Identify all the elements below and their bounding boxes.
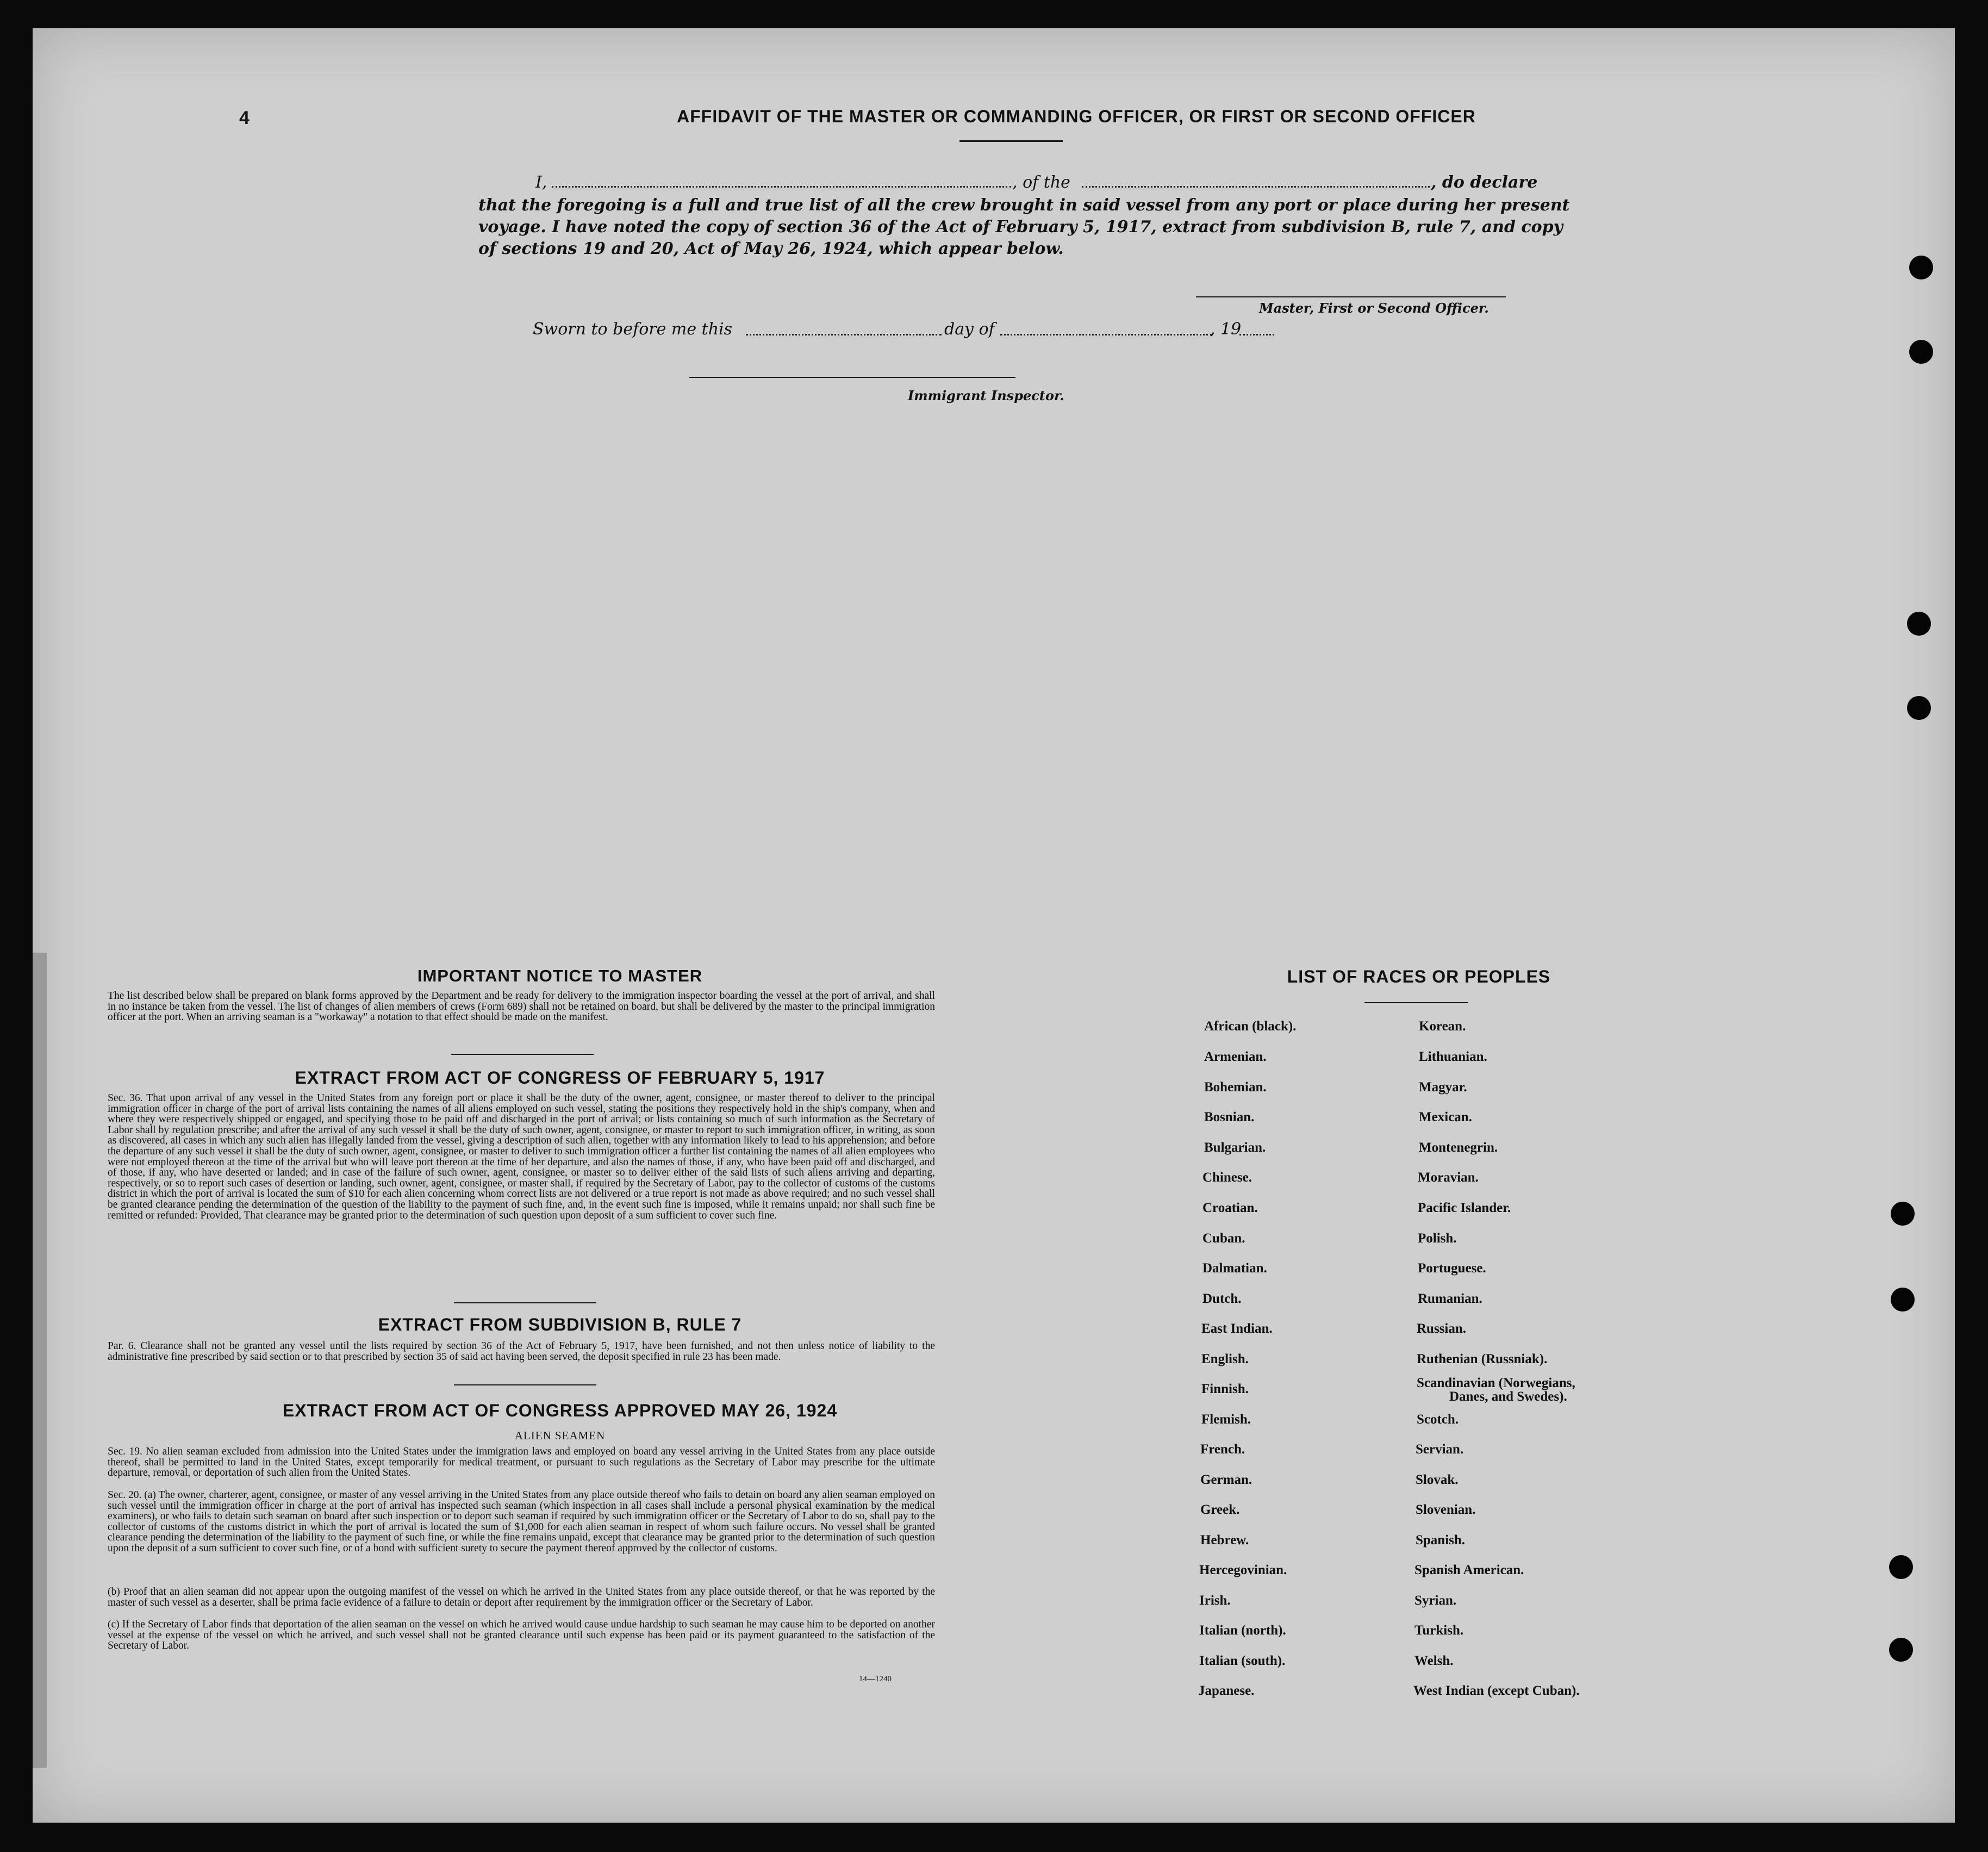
affidavit-of-the: , of the	[1012, 173, 1070, 192]
punch-hole	[1891, 1202, 1915, 1226]
extract-1924-title: EXTRACT FROM ACT OF CONGRESS APPROVED MAY 26, 1924	[282, 1401, 838, 1420]
inspector-signature-line[interactable]	[689, 377, 1015, 378]
race-left-item: Greek.	[1200, 1502, 1240, 1517]
race-right-item: Pacific Islander.	[1418, 1201, 1511, 1215]
extract-rule7-title: EXTRACT FROM SUBDIVISION B, RULE 7	[378, 1315, 742, 1334]
race-right-item: Turkish.	[1414, 1623, 1464, 1638]
race-right-item: Rumanian.	[1418, 1291, 1482, 1306]
punch-hole	[1907, 612, 1931, 636]
form-number: 14—1240	[859, 1675, 892, 1683]
race-right-item: Welsh.	[1414, 1654, 1454, 1668]
notice-title: IMPORTANT NOTICE TO MASTER	[417, 966, 703, 985]
race-left-item: Flemish.	[1201, 1412, 1251, 1427]
race-right-item: Lithuanian.	[1419, 1049, 1487, 1064]
race-right-item: Slovak.	[1416, 1472, 1459, 1487]
race-left-item: Dutch.	[1202, 1291, 1242, 1306]
race-left-item: Bohemian.	[1204, 1080, 1267, 1095]
name-blank[interactable]	[552, 186, 1011, 188]
races-title-rule	[1364, 1002, 1468, 1003]
notice-divider	[451, 1054, 594, 1055]
race-right-item: Spanish American.	[1414, 1563, 1524, 1577]
race-left-item: Bosnian.	[1204, 1110, 1255, 1124]
punch-hole	[1909, 256, 1933, 279]
race-right-item: West Indian (except Cuban).	[1413, 1683, 1580, 1698]
race-right-item: Syrian.	[1414, 1593, 1457, 1608]
race-right-item: Russian.	[1417, 1321, 1467, 1336]
race-left-item: Finnish.	[1201, 1382, 1249, 1396]
race-right-item: Ruthenian (Russniak).	[1417, 1352, 1548, 1366]
race-right-item: Servian.	[1416, 1442, 1464, 1457]
sec20a-body: Sec. 20. (a) The owner, charterer, agent, consignee, or master of any vessel arriving in the United States from any place outside thereof who fails to detain on board any alien seaman employed on such vessel until the immigration officer in charge at the port of arrival has inspected such seaman (which inspection in all cases shall include a personal physical examination by the medical examiners), or who fails to detain such seaman on board after such inspection or to deport such seaman if required by such immigration officer or the Secretary of Labor to do so, shall pay to the collector of customs of the customs district in which the port of arrival is located the sum of $1,000 for each alien seaman in respect of whom such failure occurs. No vessel shall be granted clearance pending the determination of the liability to the payment of such fine, or while the fine remains unpaid, except that clearance may be granted prior to the determination of such question upon the deposit of a sum sufficient to cover such fine, or of a bond with sufficient surety to secure the payment thereof approved by the collector of customs.	[108, 1489, 935, 1554]
punch-hole	[1889, 1638, 1913, 1662]
day-of-label: day of	[944, 320, 995, 339]
race-left-item: Armenian.	[1204, 1049, 1267, 1064]
sworn-day-blank[interactable]	[746, 334, 942, 335]
race-right-item: Moravian.	[1418, 1170, 1479, 1185]
race-left-item: Croatian.	[1202, 1201, 1258, 1215]
affidavit-i: I,	[535, 173, 547, 192]
corner-mark: 4	[239, 108, 250, 128]
punch-hole	[1909, 340, 1933, 364]
master-signature-label: Master, First or Second Officer.	[1259, 300, 1489, 316]
race-right-item: Polish.	[1418, 1231, 1457, 1246]
race-right-item: Korean.	[1419, 1019, 1466, 1034]
affidavit-title: AFFIDAVIT OF THE MASTER OR COMMANDING OFFICER, OR FIRST OR SECOND OFFICER	[677, 107, 1476, 126]
race-left-item: Irish.	[1199, 1593, 1231, 1608]
race-left-item: Hercegovinian.	[1199, 1563, 1287, 1577]
race-left-item: English.	[1201, 1352, 1249, 1366]
page-edge-shadow	[33, 953, 47, 1768]
inspector-label: Immigrant Inspector.	[908, 388, 1064, 403]
race-left-item: Italian (north).	[1199, 1623, 1286, 1638]
race-right-item: Portuguese.	[1418, 1261, 1486, 1276]
extract-1917-title: EXTRACT FROM ACT OF CONGRESS OF FEBRUARY 5, 1917	[295, 1068, 825, 1087]
race-left-item: French.	[1200, 1442, 1245, 1457]
race-right-item: Magyar.	[1419, 1080, 1467, 1095]
sec19-body: Sec. 19. No alien seaman excluded from admission into the United States under the immigration laws and employed on board any vessel arriving in the United States from any place outside thereof, shall be permitted to land in the United States, except temporarily for medical treatment, or pursuant to such regulations as the Secretary of Labor may prescribe for the ultimate departure, removal, or deportation of such alien from the United States.	[108, 1446, 935, 1479]
race-right-item: Montenegrin.	[1419, 1140, 1498, 1155]
race-right-item: Mexican.	[1419, 1110, 1472, 1124]
race-left-item: Japanese.	[1198, 1683, 1255, 1698]
sworn-month-blank[interactable]	[1000, 334, 1212, 335]
race-left-item: German.	[1200, 1472, 1252, 1487]
affidavit-do-declare: , do declare	[1431, 173, 1538, 192]
master-signature-line[interactable]	[1196, 296, 1506, 297]
vessel-blank[interactable]	[1082, 186, 1430, 188]
punch-hole	[1889, 1555, 1913, 1579]
1924-divider	[454, 1384, 596, 1385]
affidavit-line-3: voyage. I have noted the copy of section 36 of the Act of February 5, 1917, extract from subdivision B, rule 7, and copy	[478, 217, 1563, 237]
race-right-item: Spanish.	[1416, 1533, 1466, 1548]
race-right-item: Slovenian.	[1416, 1502, 1476, 1517]
race-left-item: Cuban.	[1202, 1231, 1245, 1246]
race-right-item: Scotch.	[1417, 1412, 1459, 1427]
notice-body: The list described below shall be prepared on blank forms approved by the Department and be ready for delivery to the immigration inspector boarding the vessel at the port of arrival, and shall in no instance be taken from the vessel. The list of changes of alien members of crews (Form 689) shall not be retained on board, but shall be delivered by the master to the principal immigration officer at the port. When an arriving seaman is a "workaway" a notation to that effect should be made on the manifest.	[108, 990, 935, 1023]
race-right-item: Scandinavian (Norwegians,	[1417, 1376, 1575, 1390]
rule7-divider	[454, 1302, 596, 1303]
race-left-item: Dalmatian.	[1202, 1261, 1267, 1276]
race-left-item: African (black).	[1204, 1019, 1297, 1034]
affidavit-title-rule	[959, 140, 1063, 142]
race-left-item: Italian (south).	[1199, 1654, 1286, 1668]
extract-rule7-body: Par. 6. Clearance shall not be granted any vessel until the lists required by section 36 of the Act of February 5, 1917, have been furnished, and not then unless notice of liability to the administrative fine prescribed by said section or to that prescribed by section 35 of said act having been served, the deposit specified in rule 23 has been made.	[108, 1340, 935, 1363]
sec20c-body: (c) If the Secretary of Labor finds that deportation of the alien seaman on the vessel on which he arrived would cause undue hardship to such seaman he may cause him to be deported on another vessel at the expense of the vessel on which he arrived, and such vessel shall not be granted clearance until such expense has been paid or its payment guaranteed to the satisfaction of the Secretary of Labor.	[108, 1619, 935, 1652]
race-left-item: Bulgarian.	[1204, 1140, 1266, 1155]
race-left-item: East Indian.	[1201, 1321, 1273, 1336]
race-right-item-cont: Danes, and Swedes).	[1449, 1389, 1567, 1404]
year-blank[interactable]	[1239, 334, 1274, 335]
sec20b-body: (b) Proof that an alien seaman did not appear upon the outgoing manifest of the vessel on which he arrived in the United States from any place outside thereof, or that he was reported by the master of such vessel as a deserter, shall be prima facie evidence of a failure to detain or deport after requirement by the immigration officer or the Secretary of Labor.	[108, 1586, 935, 1608]
extract-1917-body: Sec. 36. That upon arrival of any vessel in the United States from any foreign port or place it shall be the duty of the owner, agent, consignee, or master thereof to deliver to the principal immigration officer in charge of the port of arrival lists containing the names of all aliens employed on such vessel, stating the positions they respectively hold in the ship's company, when and where they were respectively shipped or engaged, and specifying those to be paid off and discharged in the port of arrival; or lists containing so much of such information as the Secretary of Labor shall by regulation prescribe; and after the arrival of any such vessel it shall be the duty of such owner, agent, consignee, or master to report to such immigration officer, in writing, as soon as discovered, all cases in which any such alien has illegally landed from the vessel, giving a description of such alien, together with any information likely to lead to his apprehension; and before the departure of any such vessel it shall be the duty of such owner, agent, consignee, or master to deliver to such immigration officer a further list containing the names of all alien employees who were not employed thereon at the time of the arrival but who will leave port thereon at the time of her departure, and also the names of those, if any, who have been paid off and discharged, and of those, if any, who have deserted or landed; and in case of the failure of such owner, agent, consignee, or master so to deliver either of the said lists of such aliens arriving and departing, respectively, or so to report such cases of desertion or landing, such owner, agent, consignee, or master shall, if required by the Secretary of Labor, pay to the collector of customs of the customs district in which the port of arrival is located the sum of $10 for each alien concerning whom correct lists are not delivered or a true report is not made as above required; and no such vessel shall be granted clearance pending the determination of the question of the liability to the payment of such fine, and, in the event such fine is imposed, while it remains unpaid; nor shall such fine be remitted or refunded: Provided, That clearance may be granted prior to the determination of such question upon deposit of a sum sufficient to cover such fine.	[108, 1092, 935, 1221]
year-label: , 19	[1210, 320, 1242, 339]
alien-seamen-subtitle: ALIEN SEAMEN	[514, 1429, 606, 1442]
affidavit-line-2: that the foregoing is a full and true list of all the crew brought in said vessel from any port or place during her present	[478, 196, 1570, 215]
race-left-item: Chinese.	[1202, 1170, 1252, 1185]
races-title: LIST OF RACES OR PEOPLES	[1287, 967, 1551, 986]
punch-hole	[1891, 1288, 1915, 1312]
sworn-label: Sworn to before me this	[533, 320, 733, 339]
punch-hole	[1907, 696, 1931, 720]
affidavit-line-4: of sections 19 and 20, Act of May 26, 1924, which appear below.	[478, 239, 1064, 258]
race-left-item: Hebrew.	[1200, 1533, 1249, 1548]
